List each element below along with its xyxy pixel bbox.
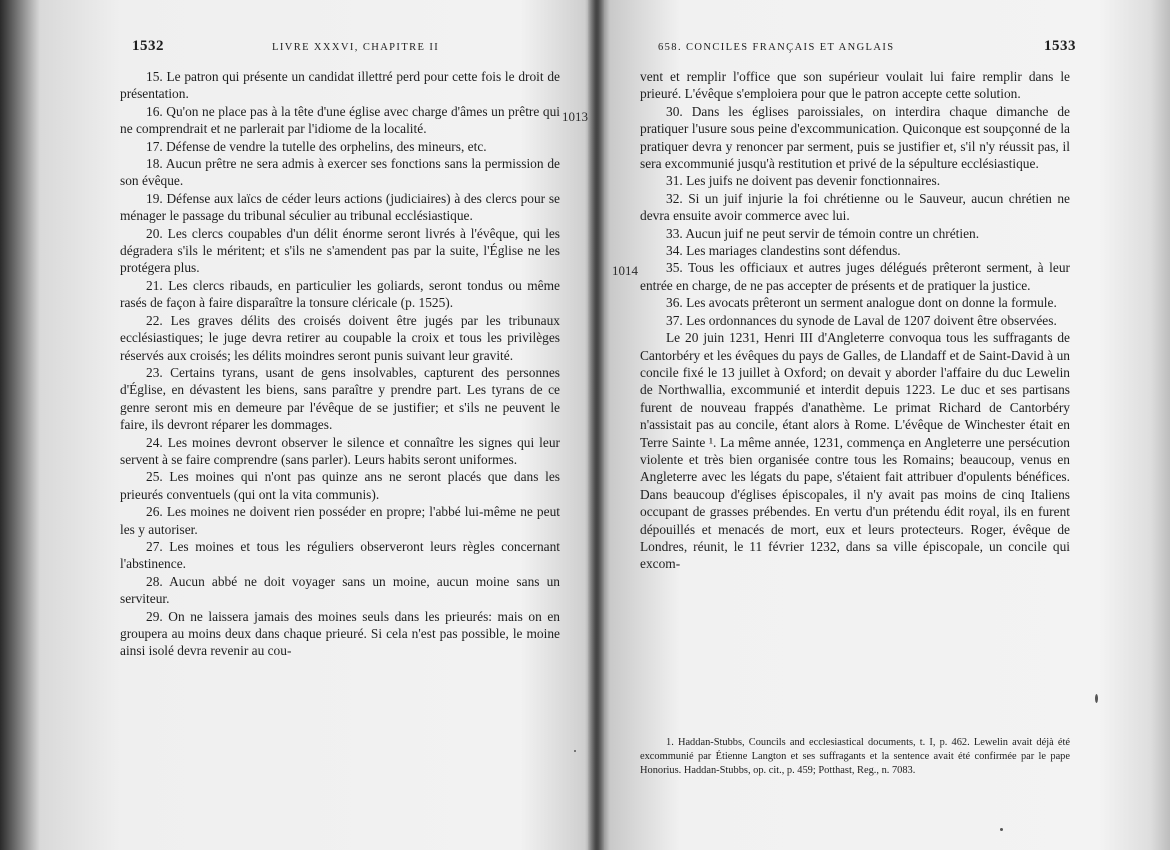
left-running-head (120, 38, 560, 60)
left-page (120, 0, 560, 850)
right-running-head (640, 38, 1076, 60)
paragraph: 19. Défense aux laïcs de céder leurs actions (judiciaires) à des clercs pour se ménager le passage du tribunal séculier au tribunal ecclésiastique. (120, 190, 560, 224)
paragraph: 16. Qu'on ne place pas à la tête d'une église avec charge d'âmes un prêtre qui ne comprendrait et ne parlerait par l'idiome de la localité. (120, 103, 560, 137)
paragraph: 28. Aucun abbé ne doit voyager sans un moine, aucun moine sans un serviteur. (120, 573, 560, 607)
paragraph: 34. Les mariages clandestins sont défendus. (666, 243, 901, 259)
paragraph: 36. Les avocats prêteront un serment analogue dont on donne la formule. (666, 295, 1057, 311)
paragraph: 30. Dans les églises paroissiales, on interdira chaque dimanche de pratiquer l'usure sous peine d'excommunication. Quiconque est soupçonné de la pratiquer devra y renoncer par serment, puis se justifier et, s'il n'y réussit pas, il sera excommunié jusqu'à restitution et privé de la sépulture ecclésiastique. (640, 103, 1070, 172)
footnote: 1. Haddan-Stubbs, Councils and ecclesiastical documents, t. I, p. 462. Lewelin avait déjà été excommunié par Étienne Langton et ses suffragants et la sentence avait été confirmée par le pape Honorius. Haddan-Stubbs, op. cit., p. 459; Potthast, Reg., n. 7083. (640, 737, 1070, 776)
right-body-text (640, 68, 1070, 573)
paragraph: 29. On ne laissera jamais des moines seuls dans les prieurés: mais on en groupera au moins deux dans chaque prieuré. Si cela n'est pas possible, le moine ainsi isolé devra revenir au cou- (120, 608, 560, 659)
paragraph: 17. Défense de vendre la tutelle des orphelins, des mineurs, etc. (146, 138, 487, 154)
paragraph: 37. Les ordonnances du synode de Laval de 1207 doivent être observées. (666, 312, 1057, 328)
paragraph: 20. Les clercs coupables d'un délit énorme seront livrés à l'évêque, qui les dégradera s'ils le méritent; et s'ils ne s'amendent pas par la suite, l'Église ne les protégera plus. (120, 225, 560, 276)
paragraph: 26. Les moines ne doivent rien posséder en propre; l'abbé lui-même ne peut les y autoriser. (120, 504, 560, 537)
paragraph: 27. Les moines et tous les réguliers observeront leurs règles concernant l'abstinence. (120, 538, 560, 572)
book-gutter (588, 0, 604, 850)
paragraph: 32. Si un juif injurie la foi chrétienne ou le Sauveur, aucun chrétien ne devra ensuite avoir commerce avec lui. (640, 190, 1070, 224)
paragraph: 33. Aucun juif ne peut servir de témoin contre un chrétien. (666, 225, 980, 241)
speck (574, 750, 576, 752)
paragraph: vent et remplir l'office que son supérieur voulait lui faire remplir dans le prieuré. L'évêque s'emploiera pour que le patron accepte cette solution. (640, 69, 1070, 102)
right-page (640, 0, 1076, 850)
margin-note-right: 1014 (612, 263, 638, 278)
paragraph: 15. Le patron qui présente un candidat illettré perd pour cette fois le droit de présentation. (120, 69, 560, 102)
paragraph: Le 20 juin 1231, Henri III d'Angleterre convoqua tous les suffragants de Cantorbéry et les évêques du pays de Galles, de Llandaff et de Saint-David à un concile fixé le 13 juillet à Oxford; on devait y aborder l'affaire du duc Lewelin de Northwallia, excommunié et interdit depuis 1223. Le duc et ses partisans furent de nouveau frappés d'anathème. Le primat Richard de Cantorbéry n'assistait pas au concile, étant alors à Rome. L'évêque de Winchester était en Terre Sainte ¹. La même année, 1231, commença en Angleterre une persécution violente et très bien organisée contre tous les Romains; beaucoup, venus en Angleterre avec les légats du pape, s'étaient fait attribuer d'opulents bénéfices. Dans beaucoup d'églises épiscopales, il n'y avait pas moins de cinq Italiens occupant de grasses prébendes. En vertu d'un prétendu édit royal, ils en furent dépouillés et menacés de mort, eux et leurs protecteurs. Roger, évêque de Londres, réunit, le 11 février 1232, dans sa ville épiscopale, un concile qui excom- (640, 330, 1070, 572)
paragraph: 24. Les moines devront observer le silence et connaître les signes qui leur servent à se faire comprendre (sans parler). Leurs habits seront uniformes. (120, 434, 560, 467)
right-running-head-title: 658. CONCILES FRANÇAIS ET ANGLAIS (658, 42, 895, 53)
paragraph: 21. Les clercs ribauds, en particulier les goliards, seront tondus ou même rasés de façon à faire disparaître la tonsure cléricale (p. 1525). (120, 277, 560, 311)
paragraph: 18. Aucun prêtre ne sera admis à exercer ses fonctions sans la permission de son évêque. (120, 156, 560, 189)
paragraph: 35. Tous les officiaux et autres juges délégués prêteront serment, à leur entrée en charge, de ne pas accepter de présents et de pratiquer la justice. (640, 260, 1070, 293)
left-page-number: 1532 (132, 38, 164, 54)
left-running-head-title: LIVRE XXXVI, CHAPITRE II (272, 42, 440, 53)
paragraph: 25. Les moines qui n'ont pas quinze ans ne seront placés que dans les prieurés conventuels (qui ont la vita communis). (120, 469, 560, 502)
speck (1095, 694, 1098, 703)
paragraph: 31. Les juifs ne doivent pas devenir fonctionnaires. (666, 173, 941, 189)
paragraph: 22. Les graves délits des croisés doivent être jugés par les tribunaux ecclésiastiques; le juge devra retirer au coupable la croix et tous les privilèges réservés aux croisés; les délits moindres seront punis suivant leur gravité. (120, 312, 560, 363)
margin-note-left: 1013 (562, 109, 588, 124)
paragraph: 23. Certains tyrans, usant de gens insolvables, capturent des personnes d'Église, en dévastent les biens, sans paraître y prendre part. Les tyrans de ce genre seront mis en demeure par l'évêque de se justifier; et s'ils ne peuvent le faire, ils devront réparer les dommages. (120, 364, 560, 433)
right-page-number: 1533 (1044, 38, 1076, 54)
left-body-text (120, 68, 560, 660)
right-footnotes (640, 736, 1070, 778)
